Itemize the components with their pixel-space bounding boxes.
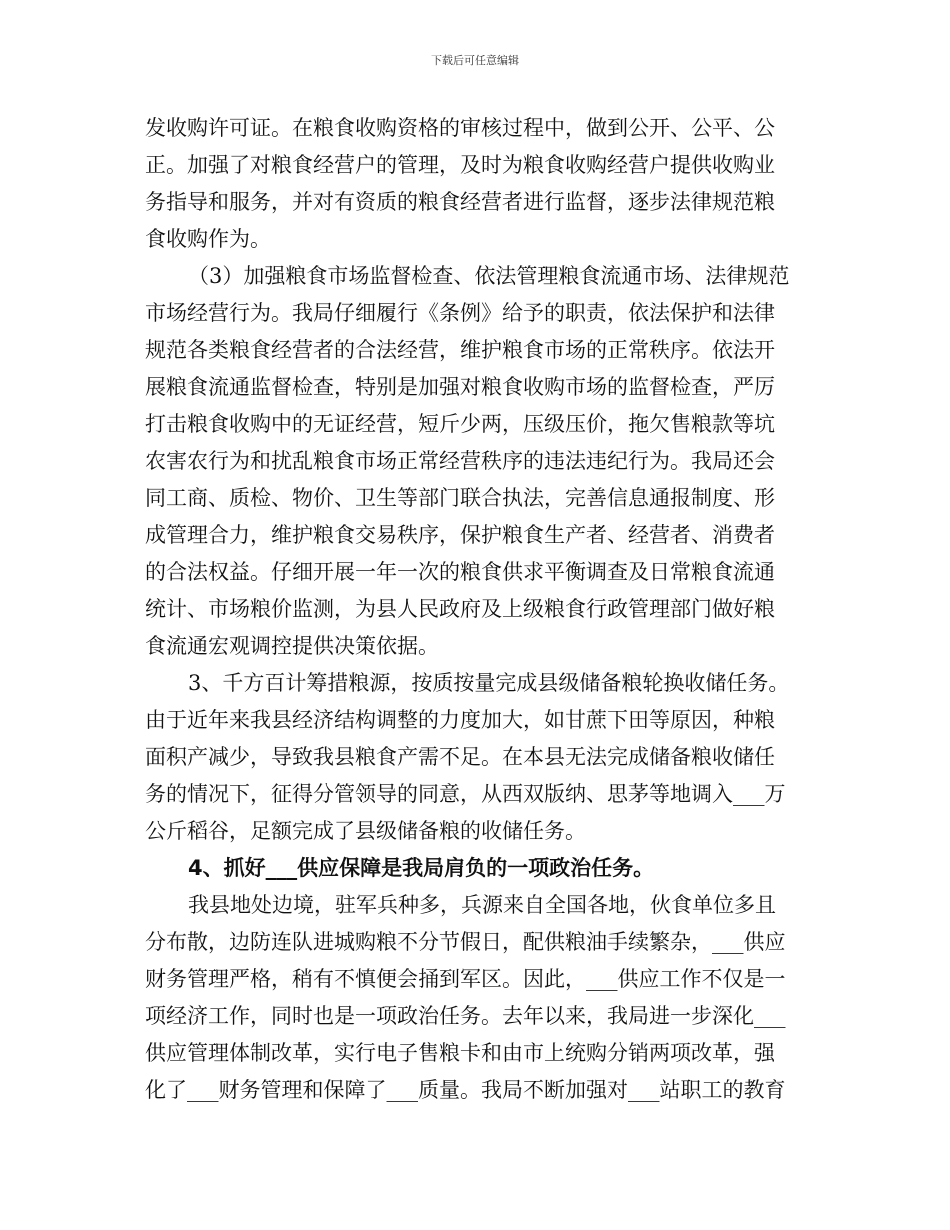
text-line: 同工商、质检、物价、卫生等部门联合执法，完善信息通报制度、形 <box>145 486 775 510</box>
text-line: 财务管理严格，稍有不慎便会捅到军区。因此，___供应工作不仅是一 <box>145 967 786 991</box>
text-line: 公斤稻谷，足额完成了县级储备粮的收储任务。 <box>145 819 586 843</box>
text-line: 务的情况下，征得分管领导的同意，从西双版纳、思茅等地调入___万 <box>145 782 786 806</box>
text-line: 统计、市场粮价监测，为县人民政府及上级粮食行政管理部门做好粮 <box>145 597 775 621</box>
text-line: 食收购作为。 <box>145 227 271 251</box>
text-line: 供应管理体制改革，实行电子售粮卡和由市上统购分销两项改革，强 <box>145 1041 775 1065</box>
page-header: 下载后可任意编辑 <box>431 54 519 67</box>
text-line: 分布散，边防连队进城购粮不分节假日，配供粮油手续繁杂，___供应 <box>145 930 786 954</box>
text-line: 由于近年来我县经济结构调整的力度加大，如甘蔗下田等原因，种粮 <box>145 708 775 732</box>
text-line: 项经济工作，同时也是一项政治任务。去年以来，我局进一步深化___ <box>145 1004 786 1028</box>
text-line: 食流通宏观调控提供决策依据。 <box>145 634 439 658</box>
text-line: 3、千方百计筹措粮源，按质按量完成县级储备粮轮换收储任务。 <box>188 671 790 695</box>
text-line: 农害农行为和扰乱粮食市场正常经营秩序的违法违纪行为。我局还会 <box>145 449 775 473</box>
text-line: 我县地处边境，驻军兵种多，兵源来自全国各地，伙食单位多且 <box>188 893 776 917</box>
text-line: 打击粮食收购中的无证经营，短斤少两，压级压价，拖欠售粮款等坑 <box>145 412 775 436</box>
text-line: 规范各类粮食经营者的合法经营，维护粮食市场的正常秩序。依法开 <box>145 338 775 362</box>
text-line: 成管理合力，维护粮食交易秩序，保护粮食生产者、经营者、消费者 <box>145 523 775 547</box>
text-line: 面积产减少，导致我县粮食产需不足。在本县无法完成储备粮收储任 <box>145 745 775 769</box>
text-line: 的合法权益。仔细开展一年一次的粮食供求平衡调查及日常粮食流通 <box>145 560 775 584</box>
text-line: 展粮食流通监督检查，特别是加强对粮食收购市场的监督检查，严厉 <box>145 375 775 399</box>
text-line: 市场经营行为。我局仔细履行《条例》给予的职责，依法保护和法律 <box>145 301 775 325</box>
text-line: （3）加强粮食市场监督检查、依法管理粮食流通市场、法律规范 <box>188 264 790 288</box>
text-line: 发收购许可证。在粮食收购资格的审核过程中，做到公开、公平、公 <box>145 116 775 140</box>
text-line: 务指导和服务，并对有资质的粮食经营者进行监督，逐步法律规范粮 <box>145 190 775 214</box>
text-line: 正。加强了对粮食经营户的管理，及时为粮食收购经营户提供收购业 <box>145 153 775 177</box>
section-heading: 4、抓好___供应保障是我局肩负的一项政治任务。 <box>188 856 655 880</box>
text-line: 化了___财务管理和保障了___质量。我局不断加强对___站职工的教育 <box>145 1078 786 1102</box>
